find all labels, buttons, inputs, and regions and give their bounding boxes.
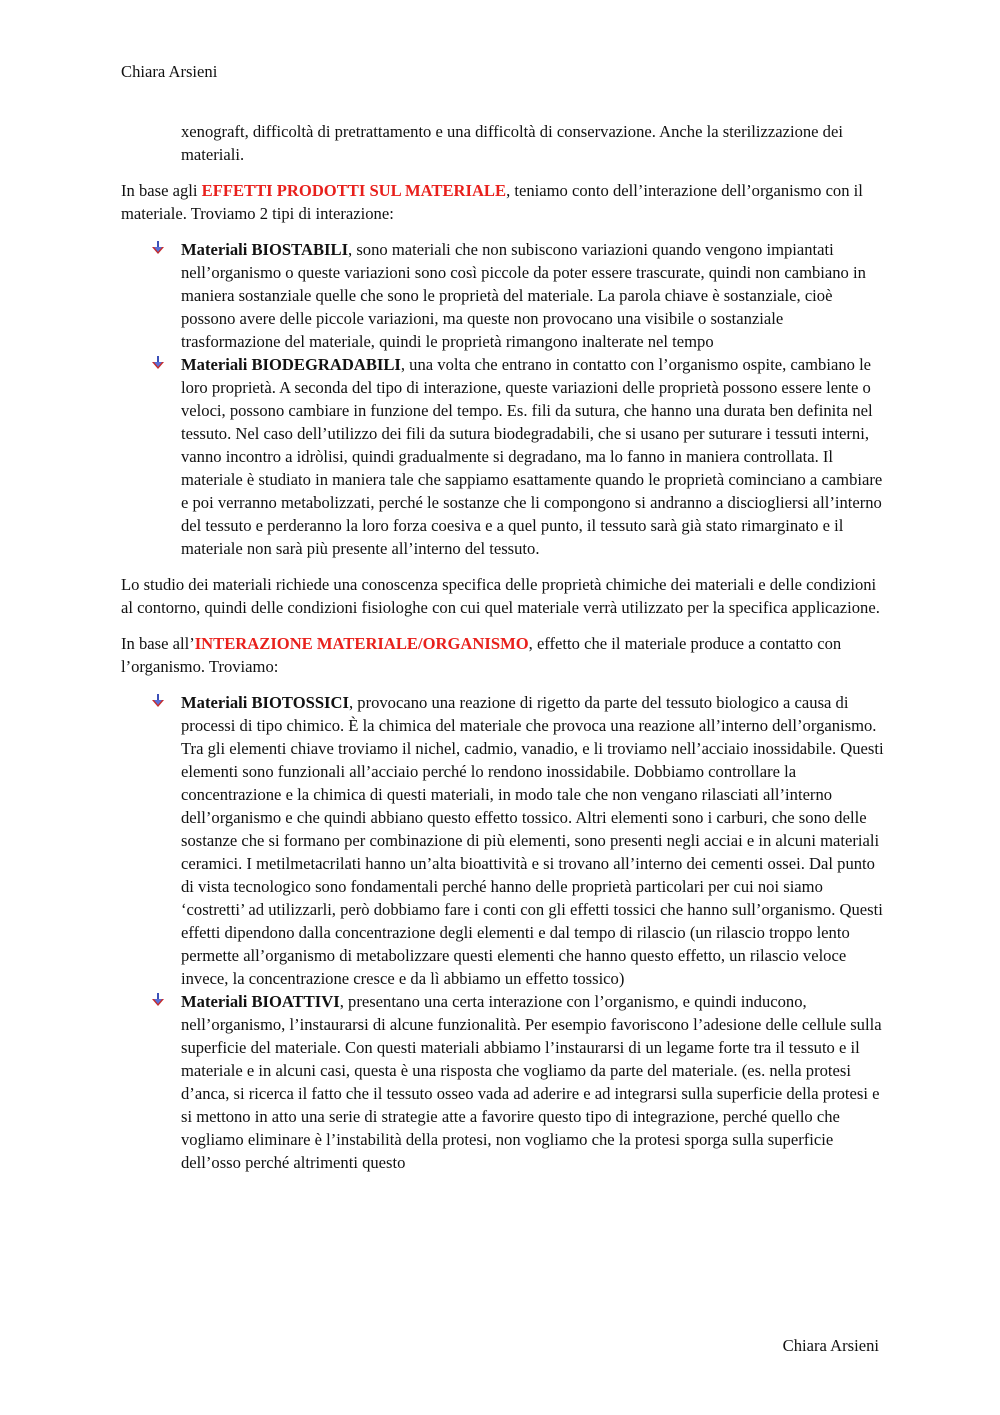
list-item <box>121 238 886 353</box>
section2-suffix: , effetto che il materiale produce a contatto con l’organismo. Troviamo: <box>121 634 842 676</box>
section2-intro <box>121 632 886 678</box>
list-item <box>121 990 886 1174</box>
list-item <box>121 691 886 990</box>
item-extra-text: Tra gli elementi chiave troviamo il nichel, cadmio, vanadio, e li troviamo nell’acciaio inossidabile. Questi elementi sono funzionali all’acciaio perché lo rendono inossidabile. Dobbiamo controllare la concentrazione e la chimica di questi materiali, in modo tale che non vengano rilasciati all’interno dell’organismo e che quindi abbiano questo effetto tossico. Altri elementi sono i carburi, che sono delle sostanze che si formano per combinazione di più elementi, sono presenti negli acciai e in alcuni materiali ceramici. I metilmetacrilati hanno un’alta bioattività e si trovano all’interno dei cementi ossei. Dal punto di vista tecnologico sono fondamentali perché hanno delle proprietà particolari per cui noi siamo ‘costretti’ ad utilizzarli, però dobbiamo fare i conti con gli effetti tossici che hanno sull’organismo. Questi effetti dipendono dalla concentrazione degli elementi e dal tempo di rilascio (un rilascio troppo lento permette all’organismo di metabolizzare questi elementi che hanno questo effetto, un rilascio veloce invece, la concentrazione cresce e da lì abbiamo un effetto tossico) <box>181 739 884 988</box>
arrow-down-bullet-icon <box>151 356 165 370</box>
arrow-down-bullet-icon <box>151 241 165 255</box>
item-term: Materiali BIOSTABILI <box>181 240 349 259</box>
section1-highlight: EFFETTI PRODOTTI SUL MATERIALE <box>201 181 507 200</box>
section1-prefix: In base agli <box>121 181 202 200</box>
item-text: , provocano una reazione di rigetto da parte del tessuto biologico a causa di processi di tipo chimico. È la chimica del materiale che provoca una reazione all’interno dell’organismo. <box>181 693 877 735</box>
item-text: , presentano una certa interazione con l’organismo, e quindi inducono, nell’organismo, l’instaurarsi di alcune funzionalità. Per esempio favoriscono l’adesione delle cellule sulla superficie del materiale. Con questi materiali abbiamo l’instaurarsi di un legame forte tra il tessuto e il materiale e in alcuni casi, questa è una risposta che vogliamo da parte del materiale. (es. nella protesi d’anca, si ricerca il fatto che il tessuto osseo vada ad aderire e ad integrarsi sulla superficie della protesi e si mettono in atto una serie di strategie atte a favorire questo tipo di integrazione, perché quello che vogliamo eliminare è l’instabilità della protesi, non vogliamo che la protesi sporga sulla superficie dell’osso perché altrimenti questo <box>181 992 882 1172</box>
arrow-down-bullet-icon <box>151 694 165 708</box>
section2-prefix: In base all’ <box>121 634 195 653</box>
page-footer-author: Chiara Arsieni <box>782 1336 879 1355</box>
item-text: , una volta che entrano in contatto con l’organismo ospite, cambiano le loro proprietà. A seconda del tipo di interazione, queste variazioni delle proprietà possono essere lente o veloci, possono cambiare in funzione del tempo. Es. fili da sutura, che hanno una durata ben definita nel tessuto. Nel caso dell’utilizzo dei fili da sutura biodegradabili, che si usano per suturare i tessuti interni, vanno incontro a idròlisi, quindi gradualmente si degradano, ma lo fanno in maniera controllata. Il materiale è studiato in maniera tale che sappiamo esattamente quando le proprietà cominciano a cambiare e poi verranno metabolizzati, perché le sostanze che li compongono si andranno a disciogliersi all’interno del tessuto e perderanno la loro forza coesiva e a quel punto, il tessuto sarà già stato rimarginato e il materiale non sarà più presente all’interno del tessuto. <box>181 355 883 558</box>
document-body <box>121 120 886 1187</box>
section1-list <box>121 238 886 560</box>
intro-continuation: xenograft, difficoltà di pretrattamento e una difficoltà di conservazione. Anche la sterilizzazione dei materiali. <box>181 122 843 164</box>
section1-suffix: , teniamo conto dell’interazione dell’organismo con il materiale. Troviamo 2 tipi di interazione: <box>121 181 863 223</box>
item-term: Materiali BIOATTIVI <box>181 992 340 1011</box>
section1-intro <box>121 179 886 225</box>
item-term: Materiali BIOTOSSICI <box>181 693 349 712</box>
study-paragraph: Lo studio dei materiali richiede una conoscenza specifica delle proprietà chimiche dei materiali e delle condizioni al contorno, quindi delle condizioni fisiologhe con cui quel materiale verrà utilizzato per la specifica applicazione. <box>121 575 880 617</box>
list-item <box>121 353 886 560</box>
item-text: , sono materiali che non subiscono variazioni quando vengono impiantati nell’organismo o queste variazioni sono così piccole da poter essere trascurate, quindi non cambiano in maniera sostanziale quelle che sono le proprietà del materiale. La parola chiave è sostanziale, cioè possono avere delle piccole variazioni, ma queste non provocano una visibile o sostanziale trasformazione del materiale, quindi le proprietà rimangono inalterate nel tempo <box>181 240 866 351</box>
section2-list <box>121 691 886 1174</box>
page-header-author: Chiara Arsieni <box>121 62 218 81</box>
item-term: Materiali BIODEGRADABILI <box>181 355 401 374</box>
arrow-down-bullet-icon <box>151 993 165 1007</box>
section2-highlight: INTERAZIONE MATERIALE/ORGANISMO <box>194 634 529 653</box>
